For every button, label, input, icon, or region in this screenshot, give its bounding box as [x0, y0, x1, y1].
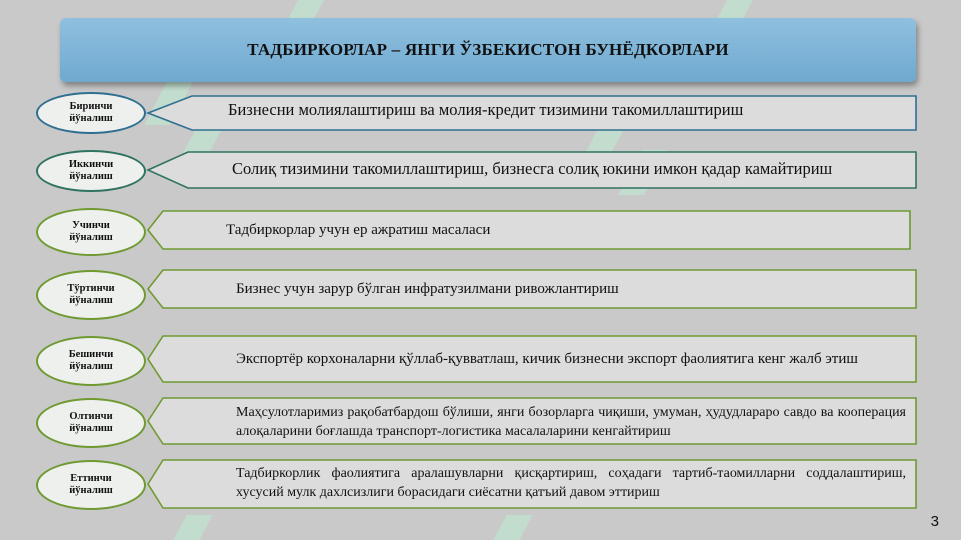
direction-word-label: йўналиш [69, 171, 113, 182]
direction-text: Бизнесни молиялаштириш ва молия-кредит тизимини такомиллаштириш [228, 100, 744, 119]
direction-word-label: йўналиш [69, 423, 113, 434]
direction-text: Бизнес учун зарур бўлган инфратузилмани ривожлантириш [236, 281, 619, 297]
direction-number-label: Биринчи [69, 101, 113, 112]
direction-number-label: Тўртинчи [67, 283, 115, 294]
direction-word-label: йўналиш [69, 361, 113, 372]
direction-word-label: йўналиш [69, 113, 113, 124]
direction-word-label: йўналиш [69, 295, 113, 306]
direction-oval [36, 460, 146, 510]
direction-text: Тадбиркорлар учун ер ажратиш масаласи [226, 222, 491, 238]
page-title: ТАДБИРКОРЛАР – ЯНГИ ЎЗБЕКИСТОН БУНЁДКОРЛАРИ [247, 40, 729, 59]
direction-word-label: йўналиш [69, 485, 113, 496]
page-number: 3 [930, 513, 939, 530]
direction-number-label: Учинчи [72, 220, 110, 231]
direction-number-label: Еттинчи [70, 473, 112, 484]
direction-text: Тадбиркорлик фаолиятига аралашувларни қисқартириш, соҳадаги тартиб-таомилларни соддалаштириш, хусусий мулк дахлсизлиги борасидаги сиёсатни қатъий давом эттириш [236, 466, 906, 500]
direction-word-label: йўналиш [69, 232, 113, 243]
direction-text: Маҳсулотларимиз рақобатбардош бўлиши, янги бозорларга чиқиши, умуман, ҳудудлараро савдо ва кооперация алоқаларини боғлашда транспорт-логистика масалаларини кенгайтириш [236, 405, 906, 439]
direction-number-label: Бешинчи [68, 349, 114, 360]
direction-number-label: Олтинчи [69, 411, 113, 422]
direction-text: Экспортёр корхоналарни қўллаб-қувватлаш, кичик бизнесни экспорт фаолиятига кенг жалб этиш [236, 351, 858, 367]
direction-number-label: Иккинчи [68, 159, 114, 170]
direction-text: Солиқ тизимини такомиллаштириш, бизнесга солиқ юкини имкон қадар камайтириш [232, 159, 833, 178]
